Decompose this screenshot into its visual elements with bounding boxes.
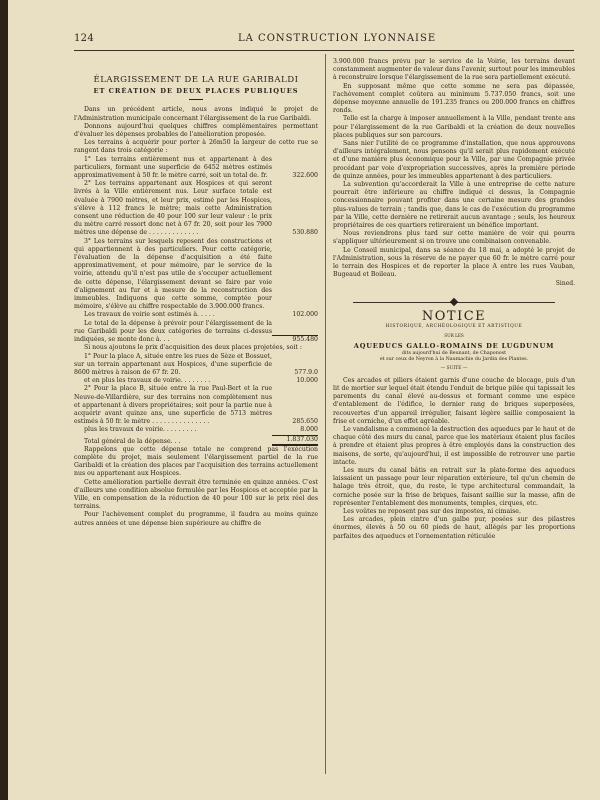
cost-item bbox=[74, 156, 318, 181]
paragraph: Rappelons que cette dépense totale ne comprend pas l'exécution complète du projet, mais seulement l'élargissement partiel de la rue Garibaldi et la création des places par l'acquisition des terrains actuellement nus ou appartenant aux Hospices. bbox=[74, 445, 318, 478]
paragraph: Si nous ajoutons le prix d'acquisition des deux places projetées, soit : bbox=[84, 344, 302, 352]
paragraph: Sans nier l'utilité de ce programme d'installation, que nous approuvons d'ailleurs intégralement, nous pensons qu'il serait plus rapidement exécuté et d'une manière plus économique pour la Ville, par une Compagnie privée procédant par voie d'expropriation successives, après la première période de quinze années, pour les immeubles appartenant à des particuliers. bbox=[333, 140, 575, 180]
paragraph: Dans un précédent article, nous avons indiqué le projet de l'Administration municipale concernant l'élargissement de la rue Garibaldi. bbox=[74, 106, 318, 122]
cost-item-text: Total général de la dépense. . . bbox=[84, 437, 181, 445]
cost-item-value: 285.650 bbox=[292, 418, 318, 426]
cost-item-value: 1.837.030 bbox=[272, 435, 318, 446]
cost-item bbox=[74, 238, 318, 312]
cost-item bbox=[74, 311, 318, 319]
paragraph: Pour l'achèvement complet du programme, il faudra au moins quinze autres années et une dépense bien supérieure au chiffre de bbox=[74, 511, 318, 527]
paragraph: Les murs du canal bâtis en retrait sur la plate-forme des aqueducs laissaient un passage pour leur réparation extérieure, tel qu'un chemin de halage très étroit, que, du reste, le type architectural commandait, la corniche posée sur la frise de briques, faisant saillie sur la masse, afin de représenter l'entablement des monuments, temples, cirques, etc. bbox=[333, 466, 575, 507]
notice-heading: AQUEDUCS GALLO-ROMAINS DE LUGDUNUM bbox=[353, 342, 555, 351]
cost-grand-total bbox=[74, 435, 318, 446]
paragraph: Les arcades, plein cintre d'un galbe pur, posées sur des pilastres énormes, élevés à 50 ou 60 pieds de haut, allégés par les proportions parfaites des aqueducs et l'ornementation réticulée bbox=[333, 516, 575, 540]
cost-item-value: 322.600 bbox=[292, 172, 318, 180]
paragraph: En supposant même que cette somme ne sera pas dépassée, l'achèvement complet coûtera au minimum 5.737.050 francs, soit une dépense moyenne annuelle de 191.235 francs ou 200.000 francs en chiffres ronds. bbox=[333, 82, 575, 115]
cost-item bbox=[74, 377, 318, 385]
cost-item bbox=[74, 426, 318, 434]
notice-place-line: dits aujourd'hui de Beunant, de Chaponost bbox=[401, 350, 507, 356]
cost-item-text: Les travaux de voirie sont estimés à. . . . . bbox=[84, 311, 215, 319]
paragraph: Nous reviendrons plus tard sur cette manière de voir qui pourra s'appliquer ultérieurement si on trouve une combinaison convenable. bbox=[333, 230, 575, 246]
paragraph: Donnons aujourd'hui quelques chiffres complémentaires permettant d'évaluer les dépenses probables de l'amélioration proposée. bbox=[74, 122, 318, 139]
signature: Sined. bbox=[555, 280, 575, 288]
notice-title: NOTICE bbox=[421, 308, 487, 324]
article-subtitle: ET CRÉATION DE DEUX PLACES PUBLIQUES bbox=[93, 87, 299, 96]
paragraph: Le Conseil municipal, dans sa séance du 18 mai, a adopté le projet de l'Administration, sous la réserve de ne payer que 60 fr. le mètre carré pour le terrain des Hospices et de reporter la place A entre les rues Vauban, Bugeaud et Boileau. bbox=[333, 246, 575, 279]
cost-item bbox=[74, 180, 318, 237]
cost-item-text: 2° Pour la place B, située entre la rue Paul-Bert et la rue Neuve-de-Villardière, sur des terrains non complètement nus et appartenant à divers propriétaires; soit pour la partie nue à acquérir avant quinze ans, une superficie de 5713 mètres estimés à 50 fr. le mètre . . . . . . . . . . . . . . . bbox=[74, 385, 272, 426]
paragraph: Le vandalisme a commencé la destruction des aqueducs par le haut et de chaque côté des murs du canal, parce que les matériaux étaient plus faciles à prendre et étaient plus propres à être employés dans la construction des maisons, de sorte, qu'aujourd'hui, il est impossible de retrouver une partie intacte. bbox=[333, 425, 575, 466]
right-column bbox=[333, 58, 575, 768]
cost-subtotal bbox=[74, 320, 318, 345]
article-title: ÉLARGISSEMENT DE LA RUE GARIBALDI bbox=[93, 75, 299, 85]
cost-item-value: 10.000 bbox=[296, 377, 318, 385]
cost-item-text: 1° Pour la place A, située entre les rues de Sèze et Bossuet, sur un terrain appartenant aux Hospices, d'une superficie de 8600 mètres à raison de 67 fr. 20. bbox=[74, 352, 272, 376]
paragraph: La subvention qu'accorderait la Ville à une entreprise de cette nature pourrait être inférieure au chiffre indiqué ci dessus, la Compagnie concessionnaire pouvant profiter dans une certaine mesure des grandes plus-values de terrain ; tandis que, dans le cas de l'exécution du programme par la Ville, cette dernière ne retirerait aucun avantage ; seuls, les heureux propriétaires de ces quartiers retireraient un bénéfice important. bbox=[333, 181, 575, 230]
cost-item-text: et en plus les travaux de voirie. . . . . . . . bbox=[84, 377, 211, 385]
header-rule bbox=[74, 50, 574, 51]
cost-item-value: 530.880 bbox=[292, 229, 318, 237]
column-divider bbox=[325, 54, 326, 774]
notice-subtitle: HISTORIQUE, ARCHÉOLOGIQUE ET ARTISTIQUE bbox=[385, 323, 523, 329]
notice-place-line: et sur ceux de Neyron à la Naumachie du Jardin des Plantes. bbox=[379, 356, 529, 362]
notice-suite: — SUITE — bbox=[440, 365, 468, 371]
cost-item-text: 1° Les terrains entièrement nus et appartenant à des particuliers, formant une superficie de 6452 mètres estimés approximativement à 50 fr. le mètre carré, soit un total de. fr. bbox=[74, 155, 272, 180]
paragraph: Ces arcades et piliers étaient garnis d'une couche de blocage, puis d'un lit de mortier sur lequel était étendu l'enduit de brique pilée qui tapissait les parements du canal élevé au-dessus et formant comme une espèce d'entablement de l'édifice, le dernier rang de briques superposées, recouvertes d'un appareil irrégulier, faisant légère saillie composaient la frise et corniche, d'un effet agréable. bbox=[333, 376, 575, 425]
cost-item-text: 3° Les terrains sur lesquels reposent des constructions et qui appartiennent à des particuliers. Pour cette catégorie, l'évaluation de la dépense d'acquisition a été faite approximativement, et pour mémoire, par le service de la voirie, attendu qu'il n'est pas utile de s'occuper actuellement de cette dépense, l'élargissement devant se faire par voie d'alignement au fur et à mesure de la reconstruction des immeubles. Indiquons que cette somme, comptée pour mémoire, s'élève au chiffre respectable de 3.900.000 francs. bbox=[74, 237, 272, 311]
page-header bbox=[74, 33, 574, 47]
page-number: 124 bbox=[74, 33, 94, 44]
section-divider bbox=[333, 299, 575, 305]
paragraph: 3.900.000 francs prévu par le service de la Voirie, les terrains devant constamment augmenter de valeur dans l'avenir, surtout pour les immeubles à reconstruire lorsque l'élargissement de la rue sera partiellement exécuté. bbox=[333, 58, 575, 82]
paragraph: Les terrains à acquérir pour porter à 26m50 la largeur de cette rue se rangent dans trois catégorie : bbox=[74, 139, 318, 155]
cost-item-value: 102.000 bbox=[292, 311, 318, 319]
cost-item-text: Le total de la dépense à prévoir pour l'élargissement de la rue Garibaldi pour les deux catégories de terrains ci-dessus indiquées, se monte donc à. . . bbox=[74, 319, 272, 344]
cost-item-text: 2° Les terrains appartenant aux Hospices et qui seront livrés à la Ville entièrement nus. Leur surface totale est évaluée à 7900 mètres, et leur prix, estimé par les Hospices, s'élève à 112 francs le mètre; mais cette Administration consent une réduction de 40 pour 100 sur leur valeur : le prix du mètre carré ressort donc net à 67 fr. 20, soit pour les 7900 mètres une dépense de . . . . . . . . . . . . . bbox=[74, 180, 272, 237]
cost-item bbox=[74, 353, 318, 378]
paragraph: Telle est la charge à imposer annuellement à la Ville, pendant trente ans pour l'élargissement de la rue Garibaldi et la création de deux nouvelles places publiques sur son parcours. bbox=[333, 115, 575, 139]
journal-title: LA CONSTRUCTION LYONNAISE bbox=[238, 33, 437, 44]
binding-edge bbox=[0, 0, 8, 800]
cost-item-value: 577.9.0 bbox=[294, 368, 318, 376]
cost-item-value: 955.480 bbox=[272, 335, 318, 344]
cost-item-text: plus les travaux de voirie. . . . . . . . . bbox=[84, 426, 197, 434]
paragraph: Cette amélioration partielle devrait être terminée en quinze années. C'est d'ailleurs une condition absolue formulée par les Hospices et acceptée par la Ville, en compensation de la réduction de 40 pour 100 sur le prix réel des terrains. bbox=[74, 478, 318, 511]
cost-item bbox=[74, 385, 318, 426]
divider-ornament bbox=[450, 297, 458, 305]
left-column bbox=[74, 58, 318, 768]
title-rule bbox=[189, 99, 203, 100]
notice-sur: SUR LES bbox=[444, 333, 464, 339]
paragraph: Les voûtes ne reposent pas sur des impostes, ni cimaise. bbox=[343, 507, 521, 515]
cost-item-value: 8.000 bbox=[300, 426, 318, 434]
